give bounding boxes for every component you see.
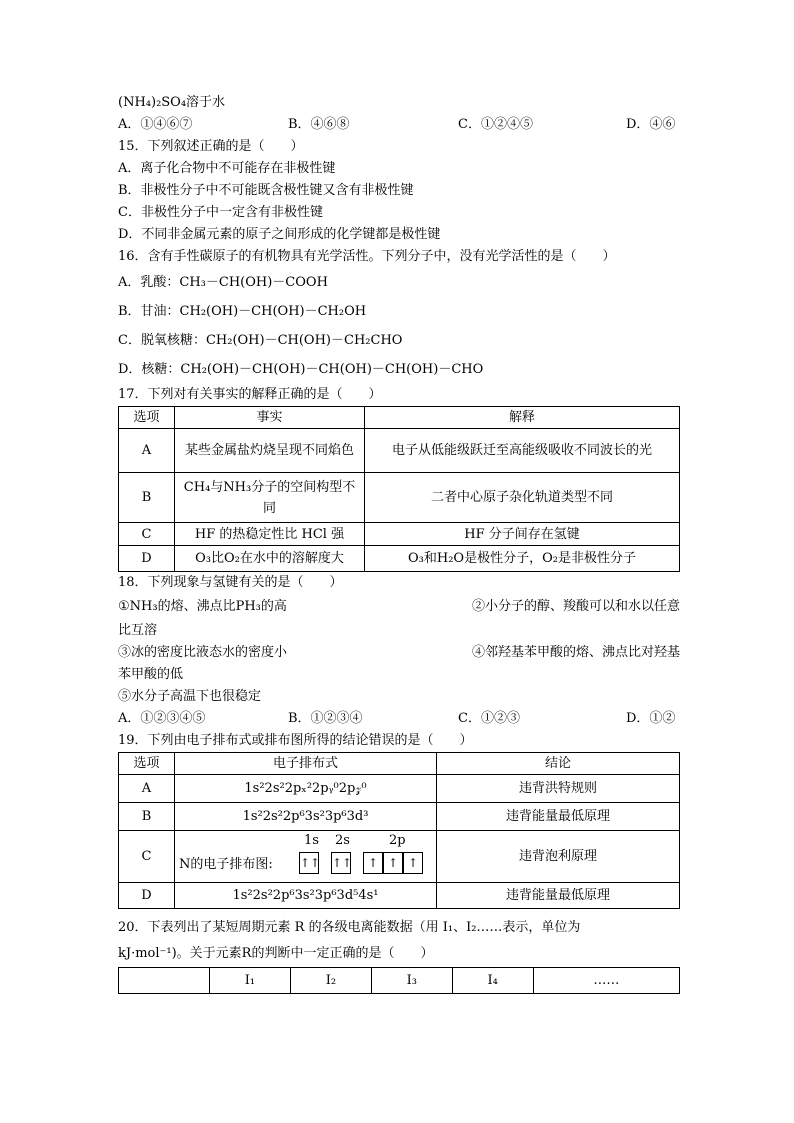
q19-stem: 19．下列由电子排布式或排布图所得的结论错误的是（ ） — [118, 733, 473, 748]
table-cell: D — [119, 883, 175, 909]
q16-option-c: C．脱氧核糖：CH₂(OH)－CH(OH)－CH₂CHO — [118, 333, 403, 348]
table-cell: C — [119, 523, 175, 546]
orbital-box-1s: ↑↑ — [299, 852, 319, 874]
q18-row-2 — [118, 642, 680, 664]
table-cell: A — [119, 775, 175, 803]
orbital-label-1s: 1s — [304, 832, 319, 848]
orbital-caption: N的电子排布图: — [179, 856, 273, 872]
header-cell: 选项 — [119, 753, 175, 775]
header-cell: 电子排布式 — [175, 753, 437, 775]
table-cell: O₃比O₂在水中的溶解度大 — [175, 546, 365, 572]
q14-continuation: (NH₄)₂SO₄溶于水 — [118, 95, 226, 110]
table-row — [119, 831, 680, 883]
q18-item-3: ③冰的密度比液态水的密度小 — [118, 645, 288, 660]
q16-option-b: B．甘油：CH₂(OH)－CH(OH)－CH₂OH — [118, 304, 367, 319]
table-row — [119, 523, 680, 546]
header-cell: 结论 — [437, 753, 680, 775]
q18-option-b: B．①②③④ — [288, 711, 363, 726]
q18-item-5: ⑤水分子高温下也很稳定 — [118, 689, 262, 704]
table-cell: O₃和H₂O是极性分子，O₂是非极性分子 — [365, 546, 680, 572]
q20-table — [118, 967, 680, 994]
header-cell: I₁ — [210, 968, 291, 994]
orbital-diagram — [179, 832, 432, 882]
table-cell: HF 的热稳定性比 HCl 强 — [175, 523, 365, 546]
header-cell: 选项 — [119, 407, 175, 429]
table-cell: 1s²2s²2p⁶3s²3p⁶3d⁵4s¹ — [175, 883, 437, 909]
header-cell: …… — [533, 968, 679, 994]
table-cell: 1s²2s²2p⁶3s²3p⁶3d³ — [175, 803, 437, 831]
table-header-row — [119, 753, 680, 775]
table-row — [119, 803, 680, 831]
q14-option-a: A．①④⑥⑦ — [118, 117, 193, 132]
header-cell: 事实 — [175, 407, 365, 429]
table-row — [119, 883, 680, 909]
header-cell: I₂ — [290, 968, 371, 994]
q20-stem-2: kJ·mol⁻¹)。关于元素R的判断中一定正确的是（ ） — [118, 946, 434, 961]
header-cell: 解释 — [365, 407, 680, 429]
q18-option-c: C．①②③ — [458, 711, 520, 726]
table-header-row — [119, 407, 680, 429]
q14-options — [118, 114, 680, 136]
table-row — [119, 473, 680, 523]
table-cell: A — [119, 429, 175, 473]
orbital-box-2p-1: ↑ — [363, 852, 383, 874]
header-cell: I₄ — [452, 968, 533, 994]
q17-stem: 17．下列对有关事实的解释正确的是（ ） — [118, 387, 382, 402]
header-cell: I₃ — [371, 968, 452, 994]
table-cell: 违背能量最低原理 — [437, 803, 680, 831]
header-cell — [119, 968, 210, 994]
q17-table — [118, 406, 680, 572]
orbital-label-2p: 2p — [389, 832, 406, 848]
table-cell: 二者中心原子杂化轨道类型不同 — [365, 473, 680, 523]
q19-table — [118, 752, 680, 909]
q16-stem: 16．含有手性碳原子的有机物具有光学活性。下列分子中，没有光学活性的是（ ） — [118, 249, 616, 264]
table-row — [119, 775, 680, 803]
q15-option-b: B．非极性分子中不可能既含极性键又含有非极性键 — [118, 183, 414, 198]
table-cell: 违背能量最低原理 — [437, 883, 680, 909]
table-header-row — [119, 968, 680, 994]
q18-item-4: ④邻羟基苯甲酸的熔、沸点比对羟基 — [471, 645, 680, 660]
orbital-box-2p-2: ↑ — [383, 852, 403, 874]
orbital-box-2p-3: ↑ — [403, 852, 423, 874]
table-cell: B — [119, 803, 175, 831]
q15-stem: 15．下列叙述正确的是（ ） — [118, 139, 304, 154]
table-cell: HF 分子间存在氢键 — [365, 523, 680, 546]
table-cell: 某些金属盐灼烧呈现不同焰色 — [175, 429, 365, 473]
q16-option-d: D．核糖：CH₂(OH)－CH(OH)－CH(OH)－CH(OH)－CHO — [118, 362, 484, 377]
q14-option-d: D．④⑥ — [626, 117, 676, 132]
q18-option-d: D．①② — [626, 711, 676, 726]
q18-item-2-cont: 比互溶 — [118, 623, 158, 638]
q15-option-a: A．离子化合物中不可能存在非极性键 — [118, 161, 336, 176]
q15-option-c: C．非极性分子中一定含有非极性键 — [118, 205, 323, 220]
q18-stem: 18．下列现象与氢键有关的是（ ） — [118, 575, 343, 590]
q14-option-c: C．①②④⑤ — [458, 117, 533, 132]
table-row — [119, 546, 680, 572]
q18-row-1 — [118, 594, 680, 620]
table-row — [119, 429, 680, 473]
q18-item-4-cont: 苯甲酸的低 — [118, 667, 184, 682]
q18-options — [118, 708, 680, 730]
table-cell: 违背洪特规则 — [437, 775, 680, 803]
q15-option-d: D．不同非金属元素的原子之间形成的化学键都是极性键 — [118, 227, 441, 242]
exam-page — [118, 92, 680, 994]
q14-option-b: B．④⑥⑧ — [288, 117, 350, 132]
table-cell: B — [119, 473, 175, 523]
table-cell — [175, 831, 437, 883]
table-cell: 违背泡利原理 — [437, 831, 680, 883]
q18-item-1: ①NH₃的熔、沸点比PH₃的高 — [118, 599, 287, 614]
table-cell: CH₄与NH₃分子的空间构型不同 — [175, 473, 365, 523]
table-cell: 电子从低能级跃迁至高能级吸收不同波长的光 — [365, 429, 680, 473]
q20-stem-1: 20．下表列出了某短周期元素 R 的各级电离能数据（用 I₁、I₂……表示，单位为 — [118, 920, 581, 935]
q18-option-a: A．①②③④⑤ — [118, 711, 206, 726]
table-cell: D — [119, 546, 175, 572]
table-cell: 1s²2s²2pₓ²2pᵧ⁰2p𝓏⁰ — [175, 775, 437, 803]
table-cell: C — [119, 831, 175, 883]
orbital-label-2s: 2s — [335, 832, 350, 848]
q18-item-2: ②小分子的醇、羧酸可以和水以任意 — [471, 599, 680, 614]
q16-option-a: A．乳酸：CH₃－CH(OH)－COOH — [118, 275, 328, 290]
orbital-box-2s: ↑↑ — [331, 852, 351, 874]
